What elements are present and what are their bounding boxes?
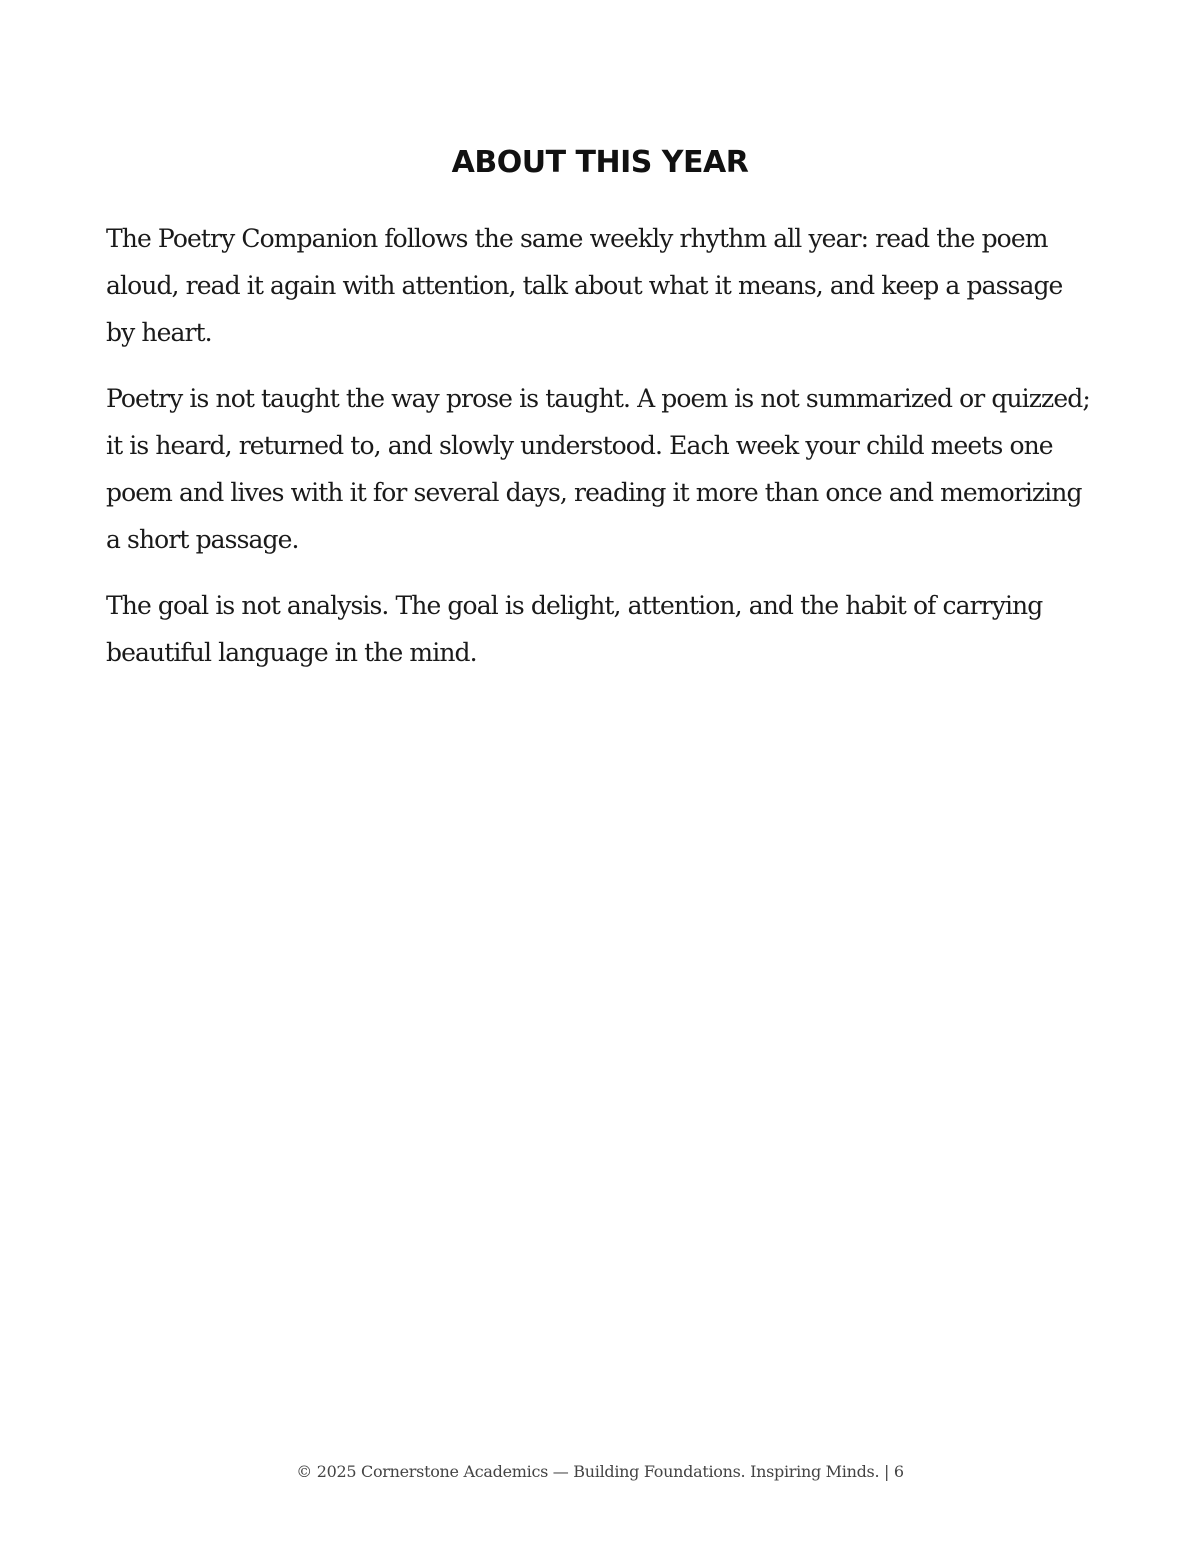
- paragraph: The goal is not analysis. The goal is delight, attention, and the habit of carrying beautiful language in the mind.: [106, 591, 1043, 667]
- page-heading: ABOUT THIS YEAR: [451, 145, 749, 180]
- page-footer: © 2025 Cornerstone Academics — Building Foundations. Inspiring Minds. | 6: [296, 1462, 904, 1481]
- paragraph: Poetry is not taught the way prose is taught. A poem is not summarized or quizzed; it is heard, returned to, and slowly understood. Each week your child meets one poem and lives with it for several days, reading it more than once and memorizing a short passage.: [106, 384, 1090, 554]
- paragraph: The Poetry Companion follows the same weekly rhythm all year: read the poem aloud, read it again with attention, talk about what it means, and keep a passage by heart.: [106, 224, 1063, 347]
- body-text: [106, 215, 1096, 695]
